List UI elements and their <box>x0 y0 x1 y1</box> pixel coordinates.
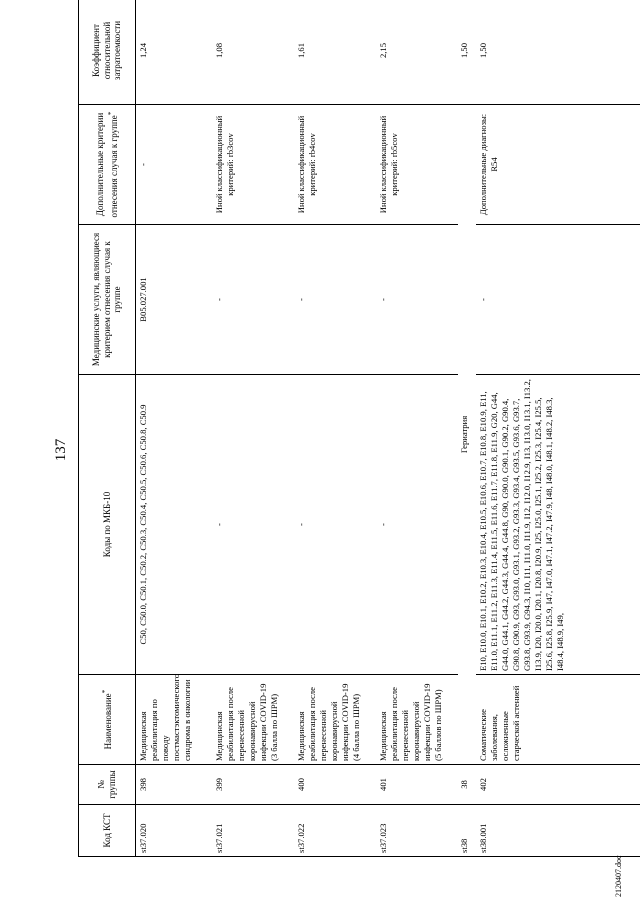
table-row <box>212 0 294 857</box>
file-name-footer: 2120407.doc <box>614 855 623 897</box>
cell-icd: E10, E10.0, E10.1, E10.2, E10.3, E10.4, E10.5, E10.6, E10.7, E10.8, E10.9, E11, E11.0, E11.1, E11.2, E11.3, E11.4, E11.5, E11.6, E11.7, E11.8, E11.9, G20, G44, G44.0, G44.1, G44.2, G44.3, G44.4, G44.8, G90, G90.0, G90.1, G90.2, G90.4, G90.8, G90.9, G93, G93.0, G93.1, G93.2, G93.3, G93.4, G93.5, G93.6, G93.7, G93.8, G93.9, G94.3, I10, I11, I11.0, I11.9, I12, I12.0, I12.9, I13, I13.0, I13.1, I13.2, I13.9, I20, I20.0, I20.1, I20.8, I20.9, I25, I25.0, I25.1, I25.2, I25.3, I25.4, I25.5, I25.6, I25.8, I25.9, I47, I47.0, I47.1, I47.2, I47.9, I48, I48.0, I48.1, I48.2, I48.3, I48.4, I48.9, I49, <box>476 375 640 675</box>
cell-services: - <box>476 225 640 375</box>
cell-name: Медицинская реабилитация после перенесенной коронавирусной инфекции COVID-19 (4 балла по ШРМ) <box>294 675 376 765</box>
cell-criteria: Дополнительные диагнозы: R54 <box>476 105 640 225</box>
table-row <box>294 0 376 857</box>
cell-services: - <box>294 225 376 375</box>
cell-icd: - <box>376 375 458 675</box>
cell-criteria: Иной классификационный критерий: rb5cov <box>376 105 458 225</box>
cell-coef: 1,24 <box>136 0 213 105</box>
table-row <box>376 0 458 857</box>
ksg-table <box>78 0 640 857</box>
cell-services: - <box>212 225 294 375</box>
cell-icd: - <box>212 375 294 675</box>
table-row <box>136 0 213 857</box>
cell-name: Медицинская реабилитация по поводу постмастэктомического синдрома в онкологии <box>136 675 213 765</box>
cell-criteria: Иной классификационный критерий: rb3cov <box>212 105 294 225</box>
cell-code: st37.022 <box>294 805 376 857</box>
cell-coef: 1,61 <box>294 0 376 105</box>
cell-code: st37.021 <box>212 805 294 857</box>
cell-services: B05.027.001 <box>136 225 213 375</box>
cell-group: 402 <box>476 765 640 805</box>
cell-name: Медицинская реабилитация после перенесенной коронавирусной инфекции COVID-19 (3 балла по ШРМ) <box>212 675 294 765</box>
header-name <box>79 675 136 765</box>
header-group: № группы <box>79 765 136 805</box>
header-criteria-text: Дополнительные критерии отнесения случая к группе <box>94 112 119 218</box>
cell-code: st37.023 <box>376 805 458 857</box>
cell-coef: 2,15 <box>376 0 458 105</box>
cell-icd: - <box>294 375 376 675</box>
header-icd: Коды по МКБ-10 <box>79 375 136 675</box>
header-code: Код КСТ <box>79 805 136 857</box>
header-services: Медицинские услуги, являющиеся критерием отнесения случая к группе <box>79 225 136 375</box>
table-header-row <box>79 0 136 857</box>
header-criteria <box>79 105 136 225</box>
header-criteria-footnote-mark: * <box>105 111 115 116</box>
cell-coef: 1,08 <box>212 0 294 105</box>
cell-services: - <box>376 225 458 375</box>
cell-criteria: Иной классификационный критерий: rb4cov <box>294 105 376 225</box>
cell-group: 399 <box>212 765 294 805</box>
page-number: 137 <box>53 438 69 462</box>
cell-name: Соматические заболевания, осложненные старческой астенией <box>476 675 640 765</box>
section-group: 38 <box>458 765 476 805</box>
cell-name: Медицинская реабилитация после перенесенной коронавирусной инфекции COVID-19 (5 баллов по ШРМ) <box>376 675 458 765</box>
cell-code: st38.001 <box>476 805 640 857</box>
cell-group: 401 <box>376 765 458 805</box>
cell-group: 398 <box>136 765 213 805</box>
section-coef: 1,50 <box>458 0 476 105</box>
section-code: st38 <box>458 805 476 857</box>
cell-coef: 1,50 <box>476 0 640 105</box>
table-row <box>476 0 640 857</box>
cell-icd: C50, C50.0, C50.1, C50.2, C50.3, C50.4, C50.5, C50.6, C50.8, C50.9 <box>136 375 213 675</box>
header-name-text: Наименование <box>103 693 114 750</box>
section-title: Гериатрия <box>458 105 476 765</box>
section-row <box>458 0 476 857</box>
cell-criteria: - <box>136 105 213 225</box>
cell-group: 400 <box>294 765 376 805</box>
header-name-footnote-mark: * <box>100 689 110 694</box>
cell-code: st37.020 <box>136 805 213 857</box>
header-coef: Коэффициент относительной затратоемкости <box>79 0 136 105</box>
